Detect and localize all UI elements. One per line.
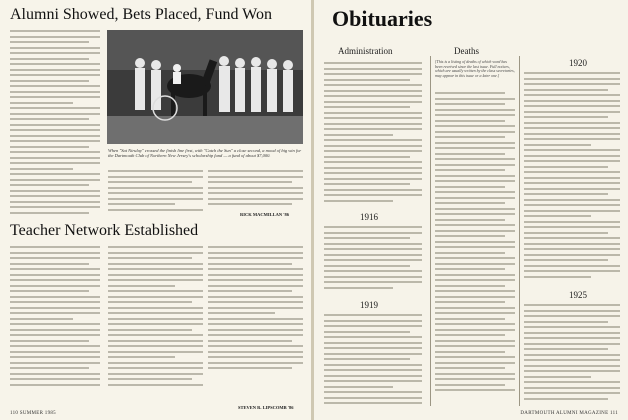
article-body-column <box>208 246 303 373</box>
section-heading-deaths: Deaths <box>454 46 479 56</box>
harness-racing-photo <box>107 30 303 144</box>
article-body-column <box>108 170 203 214</box>
class-year-heading: 1925 <box>569 290 587 300</box>
left-page <box>0 0 311 420</box>
page-folio: 110 SUMMER 1985 <box>10 411 56 416</box>
article-body-column <box>10 246 100 389</box>
deaths-note: [This is a listing of deaths of which word has been received since the last issue. Full notices, which are usually written by the class secretaries, may appear in this issue or a later one.] <box>435 59 515 78</box>
class-year-heading: 1919 <box>360 300 378 310</box>
right-page <box>314 0 628 420</box>
article-headline-teacher: Teacher Network Established <box>10 222 199 239</box>
obituary-text-column <box>324 226 422 292</box>
article-body-column <box>208 170 303 209</box>
article-byline: STEVEN R. LIPSCOMB '86 <box>238 405 294 410</box>
photo-caption: When "Sat Nirulay" crossed the finish line first, with "Catch the Sun" a close second, a mood of big win for the Dartmouth Club of Northern New Jersey's scholarship fund — a fund of about $7,000. <box>108 148 302 158</box>
section-heading-administration: Administration <box>338 46 393 56</box>
obituary-text-column <box>524 72 620 281</box>
class-year-heading: 1920 <box>569 58 587 68</box>
article-headline-alumni: Alumni Showed, Bets Placed, Fund Won <box>10 6 272 23</box>
obituary-text-column <box>524 304 620 403</box>
class-year-heading: 1916 <box>360 212 378 222</box>
article-body-column <box>10 30 100 217</box>
article-body-column <box>108 246 203 389</box>
obituary-text-column <box>324 314 422 408</box>
obituary-text-column <box>324 62 422 205</box>
article-byline: RICK MACMILLAN '86 <box>240 212 289 217</box>
page-folio: DARTMOUTH ALUMNI MAGAZINE 111 <box>520 411 618 416</box>
obituaries-headline: Obituaries <box>332 6 433 31</box>
deaths-listing <box>435 92 515 395</box>
